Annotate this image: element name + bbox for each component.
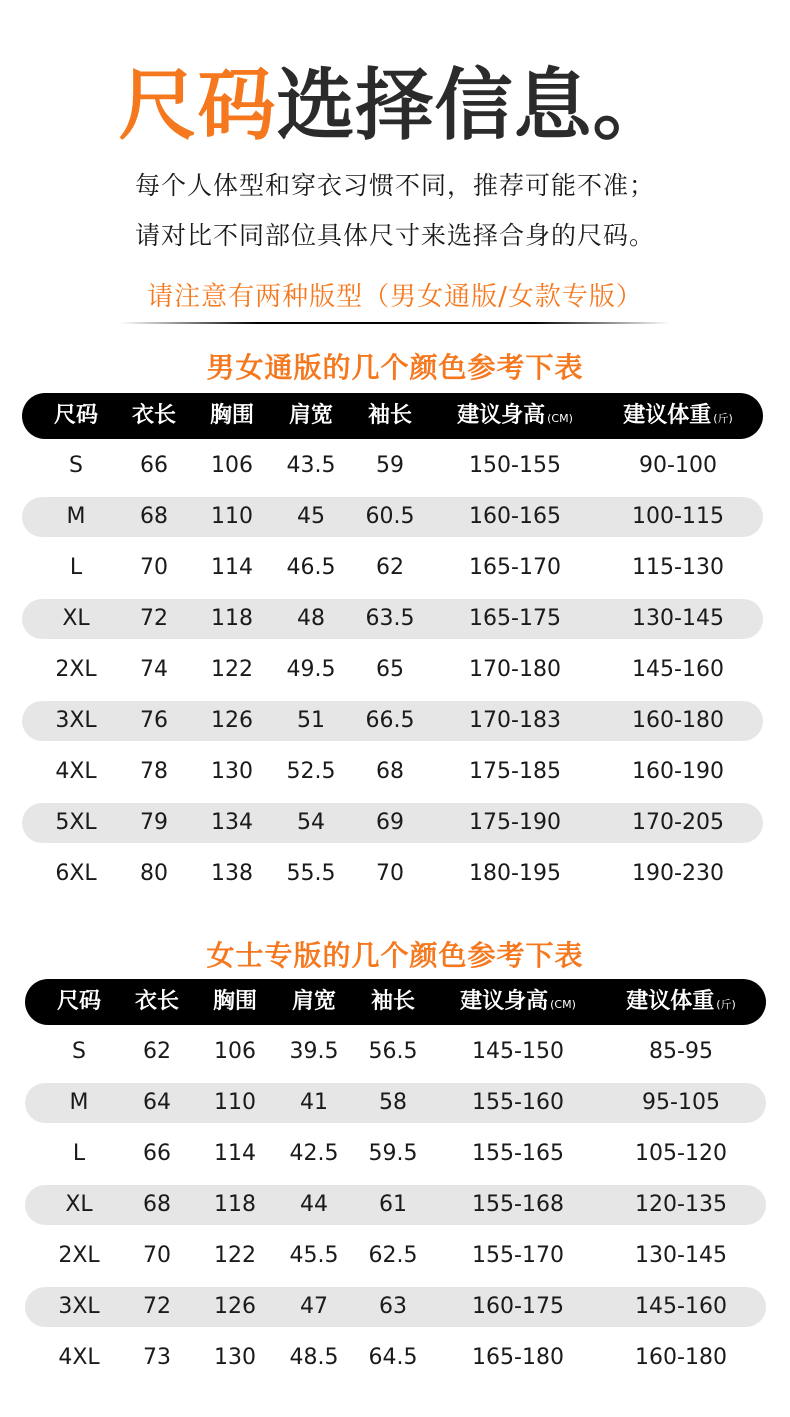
intro-line-1: 每个人体型和穿衣习惯不同，推荐可能不准； xyxy=(134,171,655,200)
cell-weight: 145-160 xyxy=(632,657,724,682)
column-header-label: 袖长 xyxy=(367,403,412,428)
column-header-length xyxy=(114,393,194,439)
cell-height: 180-195 xyxy=(469,861,561,886)
cell-sleeve: 59.5 xyxy=(368,1141,418,1166)
column-header-label: 建议身高 xyxy=(457,403,546,428)
column-unit: (斤) xyxy=(713,412,733,425)
column-header-chest xyxy=(195,979,275,1025)
cell-shoulder: 42.5 xyxy=(289,1141,339,1166)
cell-chest: 106 xyxy=(211,453,253,478)
cell-sleeve: 59 xyxy=(376,453,404,478)
cell-size: 2XL xyxy=(58,1243,100,1268)
table-header xyxy=(22,393,763,439)
cell-size: 3XL xyxy=(58,1294,100,1319)
column-header-sleeve xyxy=(350,393,430,439)
fit-notice: 请注意有两种版型（男女通版/女款专版） xyxy=(147,282,643,312)
cell-size: M xyxy=(66,504,86,529)
cell-shoulder: 55.5 xyxy=(286,861,336,886)
cell-sleeve: 63.5 xyxy=(365,606,415,631)
table-row xyxy=(25,1185,766,1225)
table-row xyxy=(22,548,763,588)
cell-chest: 130 xyxy=(211,759,253,784)
cell-size: S xyxy=(69,453,83,478)
cell-length: 64 xyxy=(143,1090,171,1115)
cell-chest: 110 xyxy=(214,1090,256,1115)
cell-weight: 160-180 xyxy=(635,1345,727,1370)
cell-sleeve: 68 xyxy=(376,759,404,784)
cell-weight: 170-205 xyxy=(632,810,724,835)
column-header-length xyxy=(117,979,197,1025)
cell-sleeve: 70 xyxy=(376,861,404,886)
cell-weight: 95-105 xyxy=(642,1090,720,1115)
cell-chest: 110 xyxy=(211,504,253,529)
cell-size: 3XL xyxy=(55,708,97,733)
cell-length: 72 xyxy=(143,1294,171,1319)
cell-chest: 122 xyxy=(211,657,253,682)
cell-length: 68 xyxy=(140,504,168,529)
column-header-label: 袖长 xyxy=(370,989,415,1014)
table-header xyxy=(25,979,766,1025)
cell-length: 68 xyxy=(143,1192,171,1217)
column-header-label: 衣长 xyxy=(131,403,176,428)
cell-sleeve: 56.5 xyxy=(368,1039,418,1064)
cell-sleeve: 69 xyxy=(376,810,404,835)
cell-weight: 145-160 xyxy=(635,1294,727,1319)
cell-weight: 90-100 xyxy=(639,453,717,478)
cell-sleeve: 61 xyxy=(379,1192,407,1217)
cell-length: 70 xyxy=(140,555,168,580)
cell-shoulder: 49.5 xyxy=(286,657,336,682)
cell-length: 79 xyxy=(140,810,168,835)
women-table-title: 女士专版的几个颜色参考下表 xyxy=(206,939,584,972)
cell-size: L xyxy=(72,1141,86,1166)
cell-size: M xyxy=(69,1090,89,1115)
table-row xyxy=(22,497,763,537)
cell-size: XL xyxy=(62,606,90,631)
cell-shoulder: 52.5 xyxy=(286,759,336,784)
cell-chest: 114 xyxy=(211,555,253,580)
title-highlight: 尺码 xyxy=(118,61,277,151)
column-header-label: 尺码 xyxy=(53,403,98,428)
cell-shoulder: 47 xyxy=(300,1294,328,1319)
column-header-weight xyxy=(601,979,761,1025)
table-row xyxy=(25,1236,766,1276)
table-row xyxy=(22,446,763,486)
cell-sleeve: 62 xyxy=(376,555,404,580)
cell-length: 78 xyxy=(140,759,168,784)
cell-chest: 118 xyxy=(214,1192,256,1217)
cell-length: 66 xyxy=(143,1141,171,1166)
cell-height: 175-190 xyxy=(469,810,561,835)
table-row xyxy=(22,701,763,741)
cell-length: 74 xyxy=(140,657,168,682)
cell-shoulder: 54 xyxy=(297,810,325,835)
unisex-table-title: 男女通版的几个颜色参考下表 xyxy=(206,351,584,384)
cell-size: 4XL xyxy=(55,759,97,784)
cell-size: 4XL xyxy=(58,1345,100,1370)
column-header-label: 肩宽 xyxy=(291,989,336,1014)
cell-height: 160-165 xyxy=(469,504,561,529)
cell-chest: 130 xyxy=(214,1345,256,1370)
column-header-label: 建议体重 xyxy=(626,989,715,1014)
notice-divider xyxy=(120,322,670,324)
cell-size: 6XL xyxy=(55,861,97,886)
column-header-height xyxy=(423,979,613,1025)
cell-chest: 126 xyxy=(214,1294,256,1319)
table-row xyxy=(22,599,763,639)
cell-height: 155-160 xyxy=(472,1090,564,1115)
cell-weight: 120-135 xyxy=(635,1192,727,1217)
cell-weight: 130-145 xyxy=(635,1243,727,1268)
cell-shoulder: 48 xyxy=(297,606,325,631)
cell-shoulder: 48.5 xyxy=(289,1345,339,1370)
cell-shoulder: 41 xyxy=(300,1090,328,1115)
cell-weight: 105-120 xyxy=(635,1141,727,1166)
column-header-label: 建议体重 xyxy=(623,403,712,428)
cell-height: 150-155 xyxy=(469,453,561,478)
cell-chest: 126 xyxy=(211,708,253,733)
cell-chest: 122 xyxy=(214,1243,256,1268)
cell-length: 62 xyxy=(143,1039,171,1064)
cell-weight: 190-230 xyxy=(632,861,724,886)
cell-size: S xyxy=(72,1039,86,1064)
table-row xyxy=(25,1338,766,1378)
column-header-label: 衣长 xyxy=(134,989,179,1014)
cell-height: 155-168 xyxy=(472,1192,564,1217)
column-unit: (CM) xyxy=(547,412,573,425)
cell-size: 5XL xyxy=(55,810,97,835)
table-row xyxy=(22,803,763,843)
cell-weight: 100-115 xyxy=(632,504,724,529)
column-header-label: 肩宽 xyxy=(288,403,333,428)
cell-length: 73 xyxy=(143,1345,171,1370)
table-row xyxy=(25,1032,766,1072)
cell-chest: 106 xyxy=(214,1039,256,1064)
column-header-shoulder xyxy=(274,979,354,1025)
cell-height: 165-180 xyxy=(472,1345,564,1370)
cell-sleeve: 66.5 xyxy=(365,708,415,733)
cell-height: 165-170 xyxy=(469,555,561,580)
cell-sleeve: 63 xyxy=(379,1294,407,1319)
table-row xyxy=(25,1134,766,1174)
cell-sleeve: 60.5 xyxy=(365,504,415,529)
column-unit: (CM) xyxy=(550,998,576,1011)
intro-line-2: 请对比不同部位具体尺寸来选择合身的尺码。 xyxy=(134,221,655,250)
table-row xyxy=(22,752,763,792)
cell-height: 170-180 xyxy=(469,657,561,682)
cell-shoulder: 39.5 xyxy=(289,1039,339,1064)
cell-length: 76 xyxy=(140,708,168,733)
column-header-label: 胸围 xyxy=(212,989,257,1014)
page-title xyxy=(0,58,790,154)
cell-height: 145-150 xyxy=(472,1039,564,1064)
column-header-label: 建议身高 xyxy=(460,989,549,1014)
column-header-size xyxy=(39,979,119,1025)
cell-shoulder: 43.5 xyxy=(286,453,336,478)
column-header-height xyxy=(420,393,610,439)
cell-chest: 118 xyxy=(211,606,253,631)
table-row xyxy=(22,854,763,894)
cell-sleeve: 64.5 xyxy=(368,1345,418,1370)
cell-sleeve: 62.5 xyxy=(368,1243,418,1268)
column-header-label: 尺码 xyxy=(56,989,101,1014)
cell-shoulder: 51 xyxy=(297,708,325,733)
cell-height: 155-165 xyxy=(472,1141,564,1166)
cell-height: 165-175 xyxy=(469,606,561,631)
cell-weight: 160-190 xyxy=(632,759,724,784)
table-row xyxy=(22,650,763,690)
cell-weight: 85-95 xyxy=(649,1039,713,1064)
cell-sleeve: 65 xyxy=(376,657,404,682)
cell-weight: 160-180 xyxy=(632,708,724,733)
table-row xyxy=(25,1287,766,1327)
column-unit: (斤) xyxy=(716,998,736,1011)
cell-length: 72 xyxy=(140,606,168,631)
cell-height: 175-185 xyxy=(469,759,561,784)
cell-chest: 134 xyxy=(211,810,253,835)
cell-shoulder: 44 xyxy=(300,1192,328,1217)
column-header-weight xyxy=(598,393,758,439)
column-header-shoulder xyxy=(271,393,351,439)
cell-size: 2XL xyxy=(55,657,97,682)
cell-size: XL xyxy=(65,1192,93,1217)
cell-chest: 138 xyxy=(211,861,253,886)
cell-shoulder: 45.5 xyxy=(289,1243,339,1268)
cell-length: 70 xyxy=(143,1243,171,1268)
cell-shoulder: 46.5 xyxy=(286,555,336,580)
cell-size: L xyxy=(69,555,83,580)
cell-chest: 114 xyxy=(214,1141,256,1166)
table-row xyxy=(25,1083,766,1123)
cell-height: 170-183 xyxy=(469,708,561,733)
cell-length: 80 xyxy=(140,861,168,886)
cell-weight: 130-145 xyxy=(632,606,724,631)
cell-weight: 115-130 xyxy=(632,555,724,580)
title-rest: 选择信息。 xyxy=(276,61,672,151)
cell-height: 160-175 xyxy=(472,1294,564,1319)
column-header-chest xyxy=(192,393,272,439)
column-header-sleeve xyxy=(353,979,433,1025)
cell-length: 66 xyxy=(140,453,168,478)
column-header-size xyxy=(36,393,116,439)
cell-shoulder: 45 xyxy=(297,504,325,529)
column-header-label: 胸围 xyxy=(209,403,254,428)
cell-sleeve: 58 xyxy=(379,1090,407,1115)
cell-height: 155-170 xyxy=(472,1243,564,1268)
